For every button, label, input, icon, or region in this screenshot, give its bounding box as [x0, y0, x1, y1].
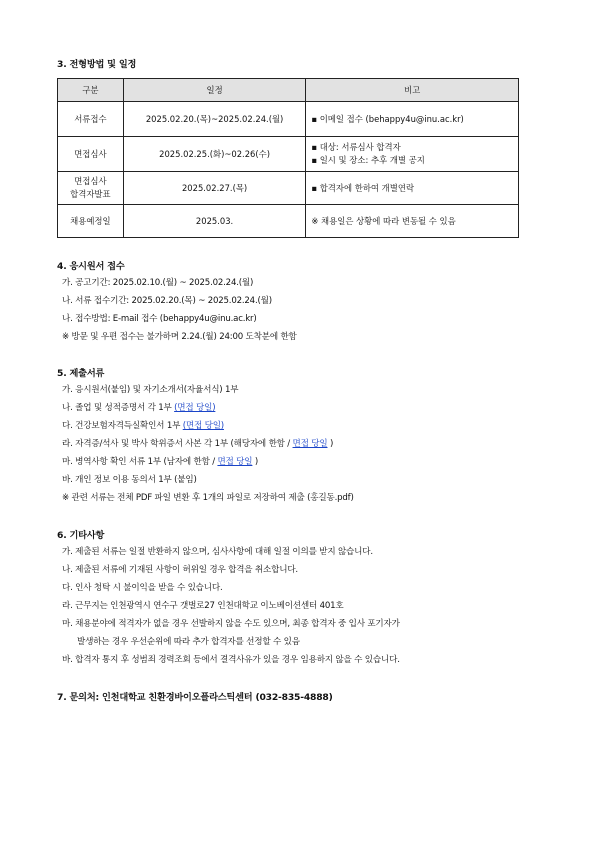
line-text: 바. 개인 정보 이용 동의서 1부 (붙임)	[62, 475, 197, 485]
section6-line: 라. 근무지는 인천광역시 연수구 갯벌로27 인천대학교 이노베이션센터 401호	[62, 601, 344, 611]
section7-contact: 7. 문의처: 인천대학교 친환경바이오플라스틱센터 (032-835-4888)	[57, 692, 333, 703]
section6-line: 바. 합격자 통지 후 성범죄 경력조회 등에서 결격사유가 있을 경우 임용하지 않을 수 있습니다.	[62, 655, 400, 665]
section5-line	[62, 491, 354, 503]
section5-line	[62, 383, 238, 395]
section4-line: 가. 공고기간: 2025.02.10.(월) ~ 2025.02.24.(월)	[62, 278, 254, 288]
section6-line: 다. 인사 청탁 시 불이익을 받을 수 있습니다.	[62, 583, 223, 593]
line-text: )	[327, 439, 334, 449]
table-row	[58, 205, 519, 238]
line-text: )	[252, 457, 259, 467]
header-schedule: 일정	[123, 79, 306, 102]
table-row	[58, 137, 519, 172]
section6-line: 마. 채용분야에 적격자가 없을 경우 선발하지 않을 수도 있으며, 최종 합격자 중 입사 포기자가	[62, 619, 400, 629]
row-schedule: 2025.02.27.(목)	[123, 172, 306, 205]
schedule-table	[57, 78, 519, 238]
line-text: 나. 졸업 및 성적증명서 각 1부	[62, 403, 175, 413]
section3-title: 3. 전형방법 및 일정	[57, 59, 137, 70]
row-notes	[306, 205, 519, 238]
row-schedule: 2025.02.25.(화)~02.26(수)	[123, 137, 306, 172]
table-row	[58, 172, 519, 205]
row-category: 서류접수	[58, 102, 124, 137]
section5-line	[62, 419, 224, 431]
row-notes	[306, 172, 519, 205]
row-notes	[306, 102, 519, 137]
section6-title: 6. 기타사항	[57, 530, 105, 541]
line-text: 마. 병역사항 확인 서류 1부 (남자에 한함 /	[62, 457, 218, 467]
section6-line: 가. 제출된 서류는 일절 반환하지 않으며, 심사사항에 대해 일절 이의를 받지 않습니다.	[62, 547, 373, 557]
note-line: ※ 채용일은 상황에 따라 변동될 수 있음	[311, 215, 456, 226]
interview-day-link[interactable]: 면접 당일	[217, 457, 253, 467]
header-category: 구분	[58, 79, 124, 102]
row-notes	[306, 137, 519, 172]
section4-line: 나. 접수방법: E-mail 접수 (behappy4u@inu.ac.kr)	[62, 314, 257, 324]
section5-line	[62, 473, 197, 485]
interview-day-link[interactable]: (면접 당일)	[182, 421, 224, 431]
section5-line	[62, 401, 215, 413]
section4-line: 나. 서류 접수기간: 2025.02.20.(목) ~ 2025.02.24.(월)	[62, 296, 272, 306]
line-text: 가. 응시원서(붙임) 및 자기소개서(자율서식) 1부	[62, 385, 239, 395]
note-line: ▪ 대상: 서류심사 합격자	[311, 142, 401, 152]
interview-day-link[interactable]: (면접 당일)	[174, 403, 216, 413]
section6-line: 발생하는 경우 우선순위에 따라 추가 합격자를 선정할 수 있음	[77, 637, 300, 647]
row-schedule: 2025.03.	[123, 205, 306, 238]
note-line: ▪ 이메일 접수 (behappy4u@inu.ac.kr)	[311, 113, 464, 124]
section6-line: 나. 제출된 서류에 기재된 사항이 허위일 경우 합격을 취소합니다.	[62, 565, 298, 575]
table-header-row	[58, 79, 519, 102]
section5-line	[62, 437, 333, 449]
category-line: 합격자발표	[70, 189, 111, 199]
note-line: ▪ 일시 및 장소: 추후 개별 공지	[311, 155, 425, 165]
category-line: 면접심사	[74, 176, 107, 186]
interview-day-link[interactable]: 면접 당일	[292, 439, 328, 449]
line-text: ※ 관련 서류는 전체 PDF 파일 변환 후 1개의 파일로 저장하여 제출 (홍길동.pdf)	[62, 493, 354, 503]
line-text: 라. 자격증/석사 및 박사 학위증서 사본 각 1부 (해당자에 한함 /	[62, 439, 293, 449]
line-text: 다. 건강보험자격득실확인서 1부	[62, 421, 183, 431]
table-row	[58, 102, 519, 137]
section4-title: 4. 응시원서 접수	[57, 261, 125, 272]
header-notes: 비고	[306, 79, 519, 102]
row-category: 면접심사	[58, 137, 124, 172]
section5-line	[62, 455, 258, 467]
section4-line: ※ 방문 및 우편 접수는 불가하며 2.24.(월) 24:00 도착분에 한함	[62, 332, 297, 342]
section5-title: 5. 제출서류	[57, 368, 105, 379]
note-line: ▪ 합격자에 한하여 개별연락	[311, 182, 415, 193]
row-category	[58, 172, 124, 205]
row-schedule: 2025.02.20.(목)~2025.02.24.(월)	[123, 102, 306, 137]
row-category: 채용예정일	[58, 205, 124, 238]
